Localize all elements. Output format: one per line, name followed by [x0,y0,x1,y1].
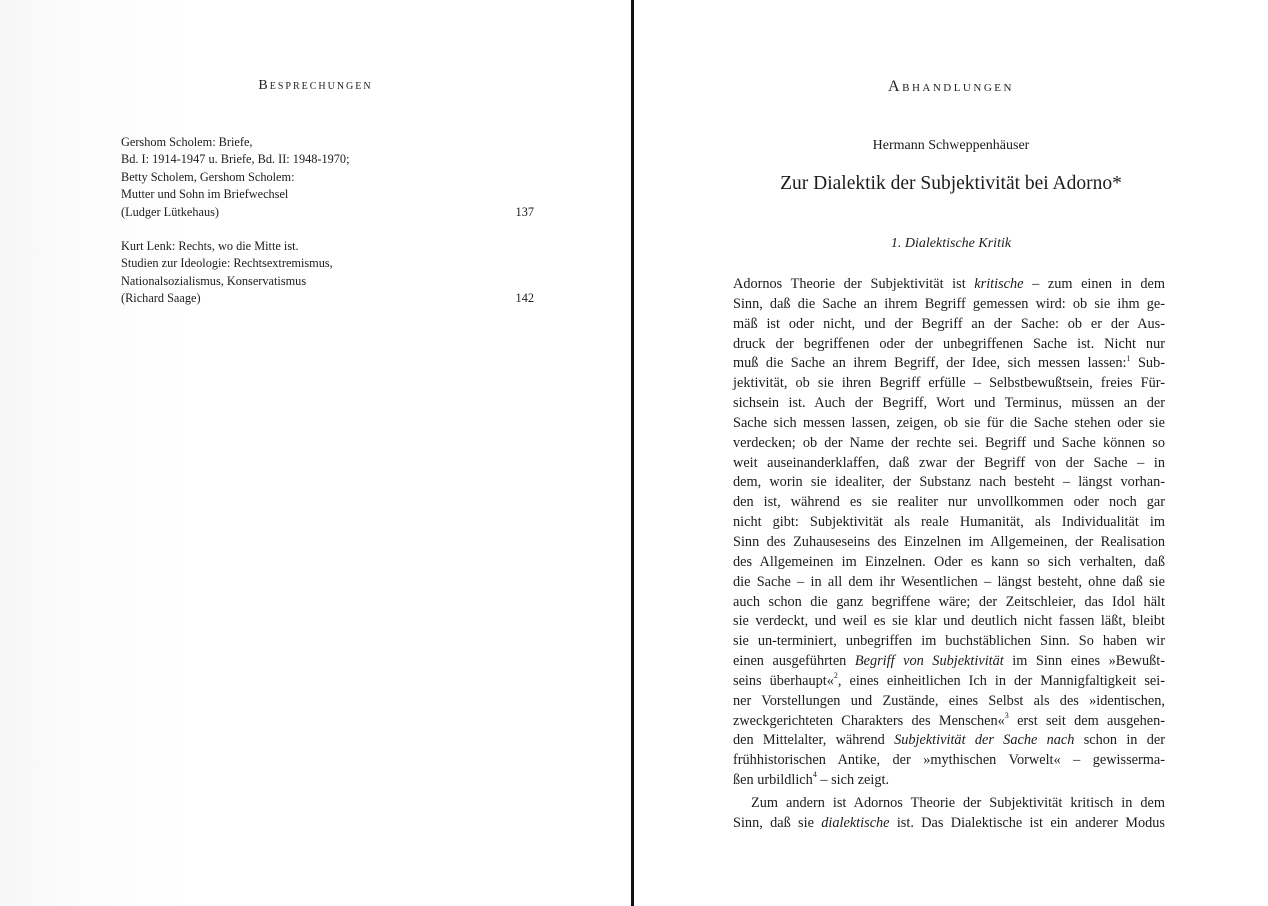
text-line: dem, worin sie idealiter, der Substanz nach besteht – längst vorhan- [733,474,1165,491]
text-line: jektivität, ob sie ihren Begriff erfülle – Selbstbewußtsein, freies Für- [733,375,1165,392]
text-line: Sinn, daß sie dialektische ist. Das Dialektische ist ein anderer Modus [733,814,1165,831]
footnote-marker: 4 [812,770,817,780]
footnote-marker: 3 [1004,710,1009,720]
text-line: ßen urbildlich$^4$ – sich zeigt. [733,770,890,789]
text-line: den ist, während es sie realiter nur unvollkommen oder noch gar [733,494,1165,511]
text-line: Sinn des Zuhauseseins des Einzelnen im Allgemeinen, der Realisation [733,533,1165,550]
text-line: seins überhaupt«$^2$, eines einheitlichen Ich in der Mannigfaltigkeit sei- [733,671,1165,689]
text-line: frühhistorischen Antike, der »mythischen Vorwelt« – gewisserma- [733,752,1165,769]
text-line: ner Vorstellungen und Zustände, eines Selbst als des »identischen, [733,692,1165,709]
text-line: auch schon die ganz begriffene wäre; der Zeitschleier, das Idol hält [733,593,1165,610]
text-line: zweckgerichteten Charakters des Menschen«$^3$ erst seit dem ausgehen- [733,710,1165,729]
right-page [634,0,1268,906]
text-line: die Sache – in all dem ihr Wesentlichen – längst besteht, ohne daß sie [733,573,1165,590]
text-line: nicht gibt: Subjektivität als reale Humanität, als Individualität im [733,514,1165,531]
text-line: druck der begriffenen oder der unbegriffenen Sache ist. Nicht nur [733,335,1165,352]
text-line: Zum andern ist Adornos Theorie der Subjektivität kritisch in dem [751,794,1165,811]
toc-entry [121,238,534,308]
text-line: sichsein ist. Auch der Begriff, Wort und Terminus, müssen an der [733,395,1165,412]
text-line: Adornos Theorie der Subjektivität ist kritische – zum einen in dem [733,276,1165,292]
text-line: muß die Sache an ihrem Begriff, der Idee, sich messen lassen:$^1$ Sub- [733,353,1165,372]
text-line: Sinn, daß die Sache an ihrem Begriff gemessen wird: ob sie ihm ge- [733,295,1165,312]
footnote-marker: 2 [833,671,838,681]
toc-line: Betty Scholem, Gershom Scholem: [121,169,295,184]
toc-line: Studien zur Ideologie: Rechtsextremismus, [121,256,333,271]
text-line: des Allgemeinen im Einzelnen. Oder es kann so sich verhalten, daß [733,553,1165,570]
text-line: mäß ist oder nicht, und der Begriff an der Sache: ob er der Aus- [733,315,1165,332]
toc-line: Gershom Scholem: Briefe, [121,135,253,149]
toc-line: Bd. I: 1914-1947 u. Briefe, Bd. II: 1948-1970; [121,152,350,167]
toc-entry [121,134,534,221]
table-of-contents [121,134,534,325]
toc-page-number: 142 [515,291,534,306]
footnote-marker: 1 [1126,353,1131,363]
toc-line: (Richard Saage) [121,291,201,306]
article-title: Zur Dialektik der Subjektivität bei Adorno* [780,173,1122,194]
section-heading: Abhandlungen [888,78,1014,95]
article-author: Hermann Schweppenhäuser [872,138,1030,153]
section-subheading: 1. Dialektische Kritik [890,236,1012,251]
text-line: sie verdeckt, und weil es sie klar und deutlich nicht fassen läßt, bleibt [733,613,1165,630]
text-line: sie un-terminiert, unbegriffen im buchstäblichen Sinn. So haben wir [733,633,1165,650]
toc-line: Nationalsozialismus, Konservatismus [121,273,307,288]
text-line: Sache sich messen lassen, zeigen, ob sie für die Sache stehen oder sie [733,414,1165,431]
text-line: einen ausgeführten Begriff von Subjektivität im Sinn eines »Bewußt- [733,653,1165,670]
text-line: verdecken; ob der Name der rechte sei. Begriff und Sache können so [733,434,1165,451]
toc-line: (Ludger Lütkehaus) [121,204,219,219]
toc-line: Mutter und Sohn im Briefwechsel [121,187,289,202]
left-page [0,0,631,906]
toc-line: Kurt Lenk: Rechts, wo die Mitte ist. [121,239,299,254]
text-line: weit auseinanderklaffen, daß zwar der Begriff von der Sache – in [733,454,1165,471]
text-line: den Mittelalter, während Subjektivität der Sache nach schon in der [733,732,1166,749]
section-heading: Besprechungen [258,78,373,93]
article-body [733,275,1165,834]
toc-page-number: 137 [515,204,534,219]
